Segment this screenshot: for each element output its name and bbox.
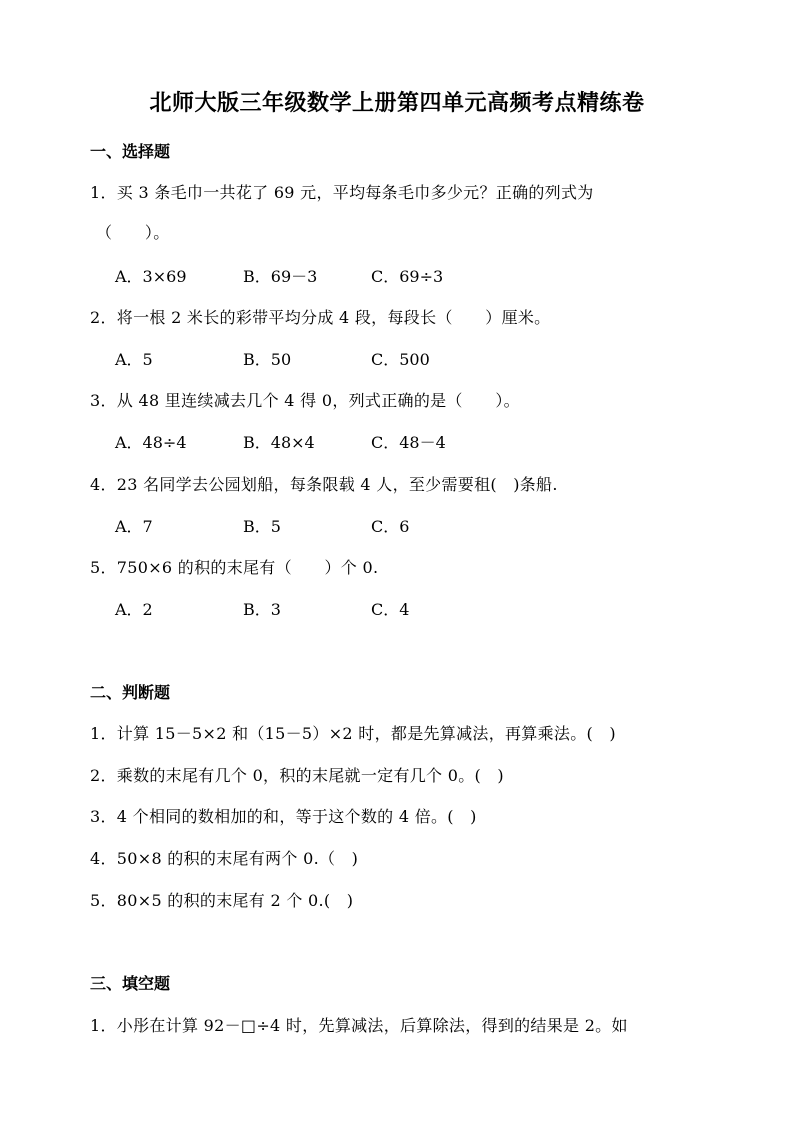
choice-question-1-options [115, 264, 499, 287]
judgement-question-1: 1．计算 15－5×2 和（15－5）×2 时，都是先算减法，再算乘法。( ) [90, 724, 616, 743]
choice-question-1-line-2: （ ）。 [96, 223, 170, 242]
option-c: C．4 [371, 600, 410, 619]
option-c: C．48－4 [371, 433, 446, 452]
choice-question-5-options [115, 597, 499, 620]
fill-blank-question-1-line-1: 1．小彤在计算 92－□÷4 时，先算减法，后算除法，得到的结果是 2。如 [90, 1016, 628, 1035]
page-title: 北师大版三年级数学上册第四单元高频考点精练卷 [149, 90, 645, 116]
judgement-question-4: 4．50×8 的积的末尾有两个 0.（ ) [90, 849, 359, 868]
option-b: B．3 [243, 600, 281, 619]
option-a: A．3×69 [115, 267, 187, 286]
choice-question-3-options [115, 430, 499, 453]
option-c: C．6 [371, 517, 410, 536]
option-b: B．50 [243, 350, 292, 369]
option-a: A．5 [115, 350, 153, 369]
section-heading-judgement: 二、判断题 [90, 683, 171, 702]
choice-question-4: 4．23 名同学去公园划船，每条限载 4 人，至少需要租( )条船. [90, 475, 558, 494]
option-c: C．500 [371, 350, 430, 369]
option-b: B．48×4 [243, 433, 315, 452]
section-heading-fill-blank: 三、填空题 [90, 974, 171, 993]
option-b: B．5 [243, 517, 281, 536]
option-a: A．7 [115, 517, 153, 536]
choice-question-2: 2．将一根 2 米长的彩带平均分成 4 段，每段长（ ）厘米。 [90, 308, 551, 327]
choice-question-1-line-1: 1．买 3 条毛巾一共花了 69 元，平均每条毛巾多少元？正确的列式为 [90, 183, 594, 202]
section-heading-choice: 一、选择题 [90, 142, 171, 161]
option-b: B．69－3 [243, 267, 318, 286]
choice-question-4-options [115, 514, 499, 537]
choice-question-5: 5．750×6 的积的末尾有（ ）个 0. [90, 558, 379, 577]
option-c: C．69÷3 [371, 267, 444, 286]
option-a: A．48÷4 [115, 433, 187, 452]
judgement-question-2: 2．乘数的末尾有几个 0，积的末尾就一定有几个 0。( ) [90, 766, 504, 785]
choice-question-3: 3．从 48 里连续减去几个 4 得 0，列式正确的是（ ）。 [90, 391, 520, 410]
judgement-question-3: 3．4 个相同的数相加的和，等于这个数的 4 倍。( ) [90, 807, 477, 826]
judgement-question-5: 5．80×5 的积的末尾有 2 个 0.( ) [90, 891, 354, 910]
choice-question-2-options [115, 347, 499, 370]
option-a: A．2 [115, 600, 153, 619]
